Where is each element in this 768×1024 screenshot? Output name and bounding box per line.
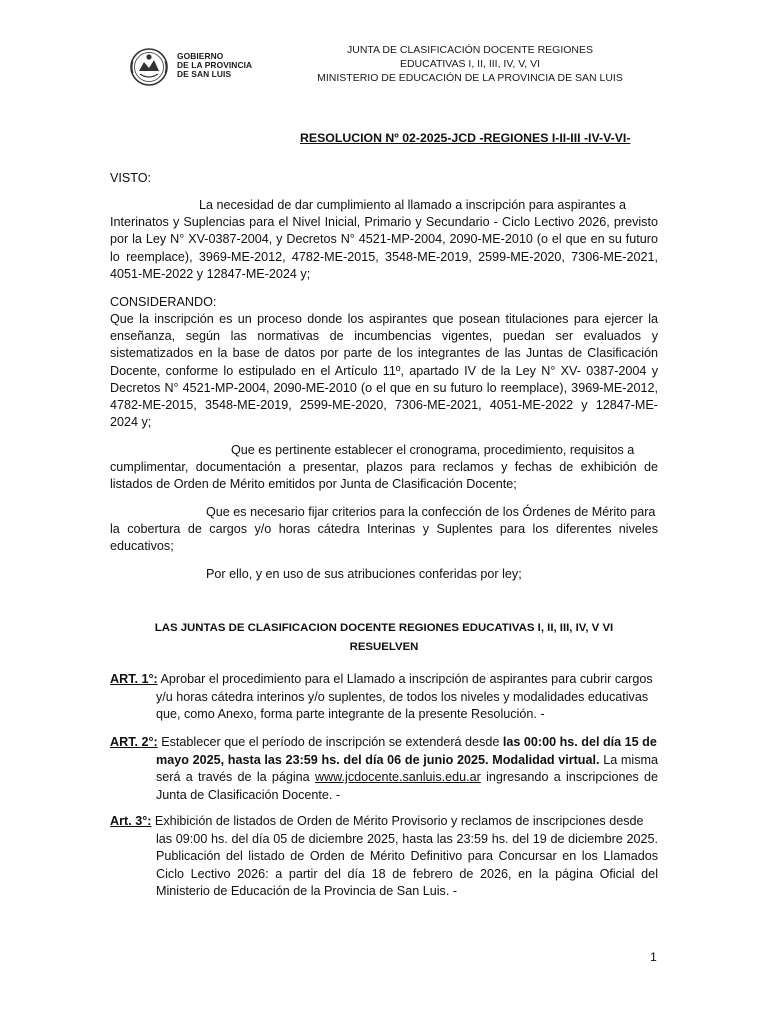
document-header [270,43,670,85]
resolution-title: RESOLUCION Nº 02-2025-JCD -REGIONES I-II-III -IV-V-VI- [300,131,631,145]
article-2-label: ART. 2°: [110,735,158,749]
article-1-label: ART. 1°: [110,672,158,686]
article-2-first-bold: las 00:00 hs. del día 15 de [502,735,657,749]
considerando-paragraph-4: Por ello, y en uso de sus atribuciones conferidas por ley; [206,567,522,581]
logo-line-1: GOBIERNO [177,51,224,61]
visto-rest: Interinatos y Suplencias para el Nivel Inicial, Primario y Secundario - Ciclo Lectivo 2026, previsto por la Ley N° XV-0387-2004, y Decretos N° 4521-MP-2004, 2090-ME-2010 (o el que en su futuro lo reemplace), 3969-ME-2012, 4782-ME-2015, 3548-ME-2019, 2599-ME-2020, 7306-ME-2021, 4051-ME-2022 y 12847-ME-2024 y; [110,215,658,281]
article-2-text-a: La misma será a través de la página [156,752,658,785]
article-2 [110,734,658,804]
article-3-first-line [110,813,658,831]
article-1-first-line [110,671,658,689]
provincial-seal-icon [129,47,169,87]
resuelven-line-2: RESUELVEN [349,641,419,653]
paragraph-3-rest: la cobertura de cargos y/o horas cátedra Interinas y Suplentes para los diferentes niveles educativos; [110,522,658,554]
article-2-first-text: Establecer que el período de inscripción se extenderá desde [157,735,503,749]
government-logo [129,47,259,87]
considerando-paragraph-1: Que la inscripción es un proceso donde los aspirantes que posean titulaciones para ejercer la enseñanza, según las normativas de incumbencias vigentes, puedan ser evaluados y sistematizados en la base de datos por parte de los integrantes de las Juntas de Clasificación Docente, conforme lo estipulado en el Artículo 11º, apartado IV de la Ley N° XV- 0387-2004 y Decretos N° 4521-MP-2004, 2090-ME-2010 (o el que en su futuro lo reemplace), 3969-ME-2012, 4782-ME-2015, 3548-ME-2019, 2599-ME-2020, 7306-ME-2021, 4051-ME-2022 y 12847-ME-2024 y; [110,312,658,430]
visto-paragraph [110,197,658,283]
article-3 [110,813,658,901]
article-1-text: y/u horas cátedra interinos y/o suplentes, de todos los niveles y modalidades educativas que, como Anexo, forma parte integrante de la presente Resolución. - [156,689,649,722]
jcdocente-link[interactable]: www.jcdocente.sanluis.edu.ar [314,770,481,785]
paragraph-2-rest: cumplimentar, documentación a presentar, plazos para reclamos y fechas de exhibición de listados de Orden de Mérito emitidos por Junta de Clasificación Docente; [110,460,658,492]
considerando-paragraph-2 [110,442,658,494]
article-2-text-b: ingresando a inscripciones de Junta de Clasificación Docente. - [156,770,659,802]
article-3-first-text: Exhibición de listados de Orden de Mérito Provisorio y reclamos de inscripciones desde [151,814,644,828]
logo-line-2: DE LA PROVINCIA [177,60,253,70]
considerando-heading: CONSIDERANDO: [110,295,217,309]
article-1 [110,671,658,724]
article-3-text: las 09:00 hs. del día 05 de diciembre 2025, hasta las 23:59 hs. del 19 de diciembre 2025. Publicación del listado de Orden de Mérito Definitivo para Concursar en los Llamados Ciclo Lectivo 2026: a partir del día 18 de febrero de 2026, en la página Oficial del Ministerio de Educación de la Provincia de San Luis. - [156,831,658,899]
paragraph-3-first-line: Que es necesario fijar criterios para la confección de los Órdenes de Mérito para [206,505,656,519]
considerando-paragraph-3 [110,504,658,556]
article-2-first-line [110,734,658,752]
visto-heading: VISTO: [110,171,152,185]
article-2-dates-bold: mayo 2025, hasta las 23:59 hs. del día 06 de junio 2025. Modalidad virtual. [156,752,600,767]
resolution-heading [110,619,658,657]
header-line-3: MINISTERIO DE EDUCACIÓN DE LA PROVINCIA DE SAN LUIS [317,72,623,84]
logo-line-3: DE SAN LUIS [177,69,232,79]
article-3-label: Art. 3°: [110,814,152,828]
article-1-first-text: Aprobar el procedimiento para el Llamado a inscripción de aspirantes para cubrir cargos [157,672,653,686]
page-number: 1 [650,950,657,964]
paragraph-2-first-line: Que es pertinente establecer el cronograma, procedimiento, requisitos a [231,443,635,457]
article-2-text [110,752,658,805]
visto-first-line: La necesidad de dar cumplimiento al llamado a inscripción para aspirantes a [199,198,627,212]
logo-text [177,52,252,79]
resuelven-line-1: LAS JUNTAS DE CLASIFICACION DOCENTE REGIONES EDUCATIVAS I, II, III, IV, V VI [154,622,614,634]
header-line-1: JUNTA DE CLASIFICACIÓN DOCENTE REGIONES [346,44,593,56]
header-line-2: EDUCATIVAS I, II, III, IV, V, VI [399,58,541,70]
